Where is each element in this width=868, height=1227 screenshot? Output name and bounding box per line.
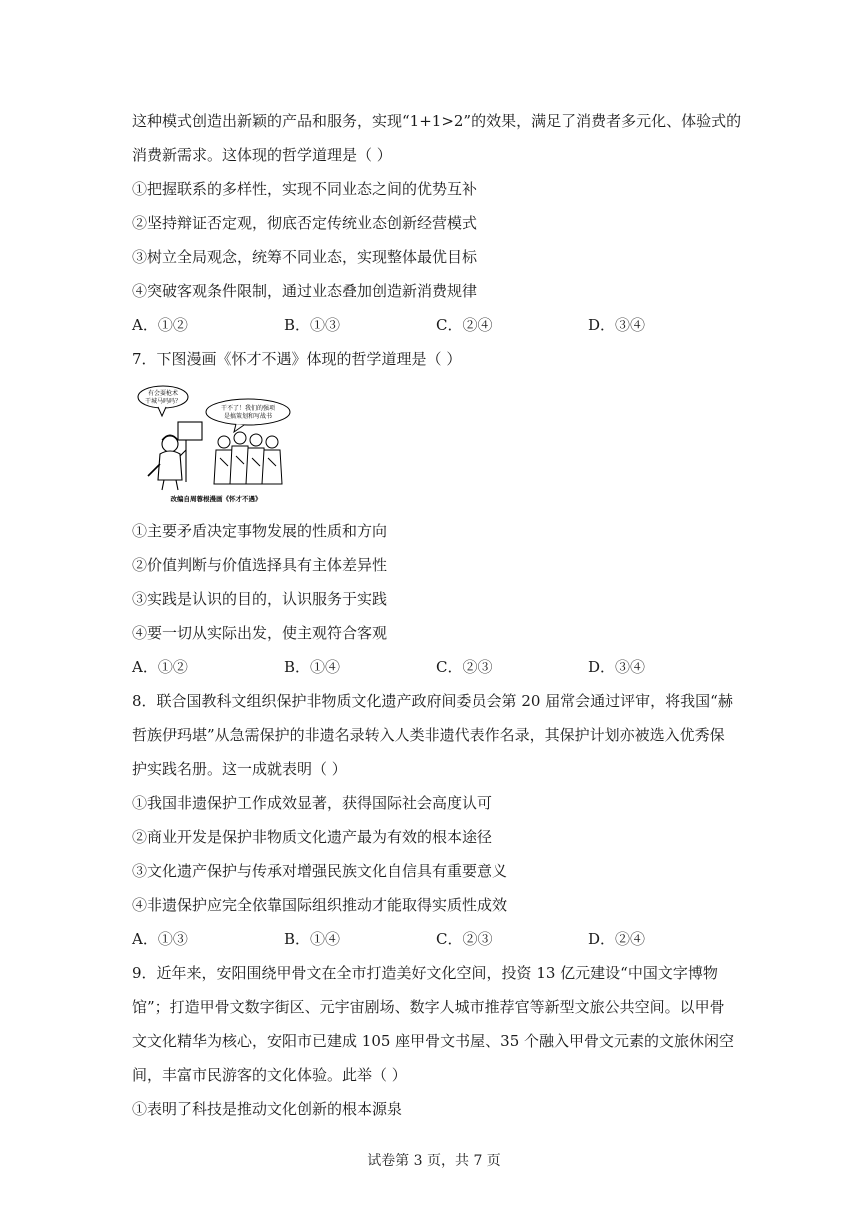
choice-c[interactable]: C．②③: [436, 658, 493, 676]
statement-item: ①表明了科技是推动文化创新的根本源泉: [132, 1100, 403, 1118]
answer-choices: [132, 650, 742, 684]
choice-a[interactable]: A．①③: [132, 930, 188, 948]
question-7: [132, 342, 742, 684]
question-stem: 7．下图漫画《怀才不遇》体现的哲学道理是（ ）: [132, 350, 462, 368]
question-stem-line: 消费新需求。这体现的哲学道理是（ ）: [132, 146, 392, 164]
statement-item: ③文化遗产保护与传承对增强民族文化自信具有重要意义: [132, 862, 508, 880]
right-speech-bubble: [206, 399, 290, 432]
right-bubble-line-2: 是搞策划和写战书: [223, 413, 273, 420]
statement-item: ④突破客观条件限制，通过业态叠加创造新消费规律: [132, 282, 478, 300]
question-stem-line: 间，丰富市民游客的文化体验。此举（ ）: [132, 1066, 407, 1084]
choice-a[interactable]: A．①②: [132, 316, 188, 334]
question-stem-line: 文文化精华为核心，安阳市已建成 105 座甲骨文书屋、35 个融入甲骨文元素的文旅休闲空: [132, 1032, 735, 1050]
statement-item: ②价值判断与价值选择具有主体差异性: [132, 556, 388, 574]
question-8: [132, 684, 742, 956]
choice-c[interactable]: C．②④: [436, 316, 493, 334]
answer-choices: [132, 308, 742, 342]
exam-page: [132, 104, 742, 1126]
question-6: [132, 104, 742, 342]
right-bubble-line-1: 干不了！我们的强项: [220, 405, 276, 412]
choice-b[interactable]: B．①④: [284, 930, 341, 948]
question-stem-line: 这种模式创造出新颖的产品和服务，实现“1+1>2”的效果，满足了消费者多元化、体验式的: [132, 112, 742, 130]
choice-a[interactable]: A．①②: [132, 658, 188, 676]
statement-item: ④非遗保护应完全依靠国际组织推动才能取得实质性成效: [132, 896, 508, 914]
statement-item: ③树立全局观念，统筹不同业态，实现整体最优目标: [132, 248, 478, 266]
question-stem-line: 馆”；打造甲骨文数字街区、元宇宙剧场、数字人城市推荐官等新型文旅公共空间。以甲骨: [132, 998, 725, 1016]
left-bubble-line-2: 干城马吗吗？: [144, 398, 182, 405]
choice-d[interactable]: D．②④: [588, 930, 646, 948]
question-9: [132, 956, 742, 1126]
statement-item: ④要一切从实际出发，使主观符合客观: [132, 624, 388, 642]
question-stem-line: 护实践名册。这一成就表明（ ）: [132, 760, 347, 778]
statement-item: ②坚持辩证否定观，彻底否定传统业态创新经营模式: [132, 214, 478, 232]
question-stem-line: 哲族伊玛堪”从急需保护的非遗名录转入人类非遗代表作名录，其保护计划亦被选入优秀保: [132, 726, 725, 744]
comic-caption: 改编自周蓉根漫画《怀才不遇》: [170, 495, 262, 503]
question-stem-line: 9．近年来，安阳围绕甲骨文在全市打造美好文化空间，投资 13 亿元建设“中国文字博物: [132, 964, 718, 982]
question-stem-line: 8．联合国教科文组织保护非物质文化遗产政府间委员会第 20 届常会通过评审，将我国“赫: [132, 692, 733, 710]
choice-d[interactable]: D．③④: [588, 316, 646, 334]
choice-b[interactable]: B．①④: [284, 658, 341, 676]
choice-b[interactable]: B．①③: [284, 316, 341, 334]
left-speech-bubble: [138, 386, 188, 416]
statement-item: ①我国非遗保护工作成效显著，获得国际社会高度认可: [132, 794, 493, 812]
general-figure: [148, 422, 202, 490]
choice-d[interactable]: D．③④: [588, 658, 646, 676]
statement-item: ②商业开发是保护非物质文化遗产最为有效的根本途径: [132, 828, 493, 846]
scholar-figures: [214, 432, 282, 484]
statement-item: ①主要矛盾决定事物发展的性质和方向: [132, 522, 388, 540]
left-bubble-line-1: 有会耍枪术: [147, 390, 179, 397]
comic-illustration: [136, 384, 296, 506]
page-footer: 试卷第 3 页，共 7 页: [367, 1153, 501, 1169]
statement-item: ③实践是认识的目的，认识服务于实践: [132, 590, 388, 608]
statement-item: ①把握联系的多样性，实现不同业态之间的优势互补: [132, 180, 478, 198]
choice-c[interactable]: C．②③: [436, 930, 493, 948]
answer-choices: [132, 922, 742, 956]
